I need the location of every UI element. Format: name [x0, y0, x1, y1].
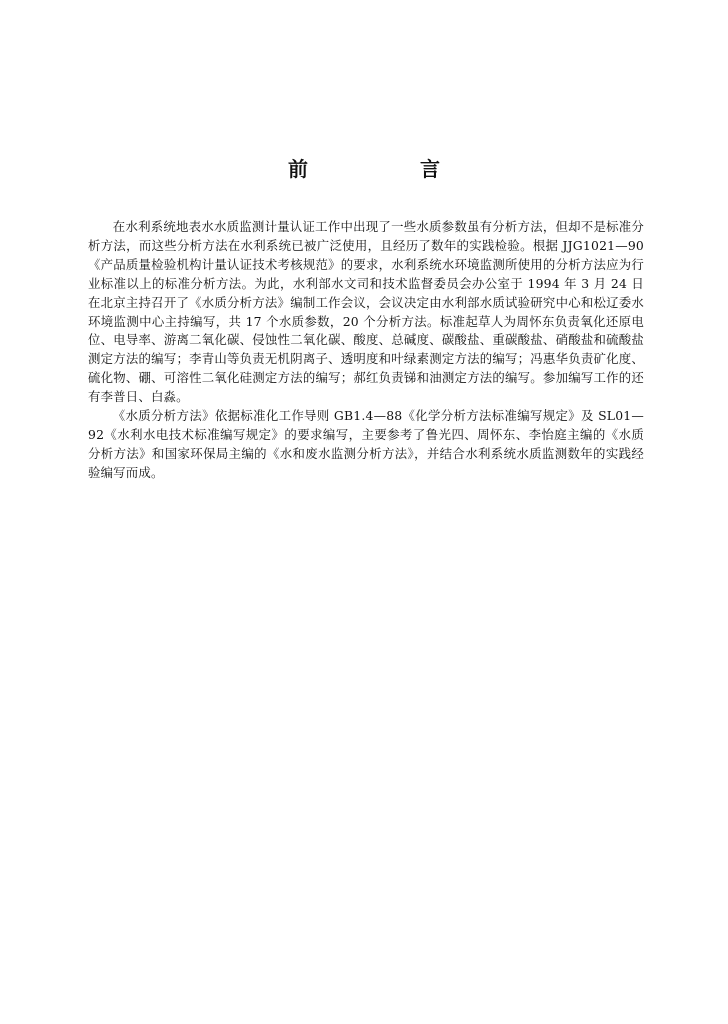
paragraph-2: 《水质分析方法》依据标准化工作导则 GB1.4—88《化学分析方法标准编写规定》及 SL01—92《水利水电技术标准编写规定》的要求编写，主要参考了鲁光四、周怀东、李怡庭主编的《水质分析方法》和国家环保局主编的《水和废水监测分析方法》，并结合水利系统水质监测数年的实践经验编写而成。 [88, 408, 644, 480]
page-title: 前 言 [288, 157, 486, 181]
paragraph-1: 在水利系统地表水水质监测计量认证工作中出现了一些水质参数虽有分析方法，但却不是标准分析方法，而这些分析方法在水利系统已被广泛使用，且经历了数年的实践检验。根据 JJG1021—90《产品质量检验机构计量认证技术考核规范》的要求，水利系统水环境监测所使用的分析方法应为行业标准以上的标准分析方法。为此，水利部水文司和技术监督委员会办公室于 1994 年 3 月 24 日在北京主持召开了《水质分析方法》编制工作会议，会议决定由水利部水质试验研究中心和松辽委水环境监测中心主持编写，共 17 个水质参数，20 个分析方法。标准起草人为周怀东负责氧化还原电位、电导率、游离二氧化碳、侵蚀性二氧化碳、酸度、总碱度、碳酸盐、重碳酸盐、硝酸盐和硫酸盐测定方法的编写；李青山等负责无机阴离子、透明度和叶绿素测定方法的编写；冯惠华负责矿化度、硫化物、硼、可溶性二氧化硅测定方法的编写；郝红负责锑和油测定方法的编写。参加编写工作的还有李普日、白淼。 [88, 219, 644, 405]
preface-body [88, 218, 644, 483]
